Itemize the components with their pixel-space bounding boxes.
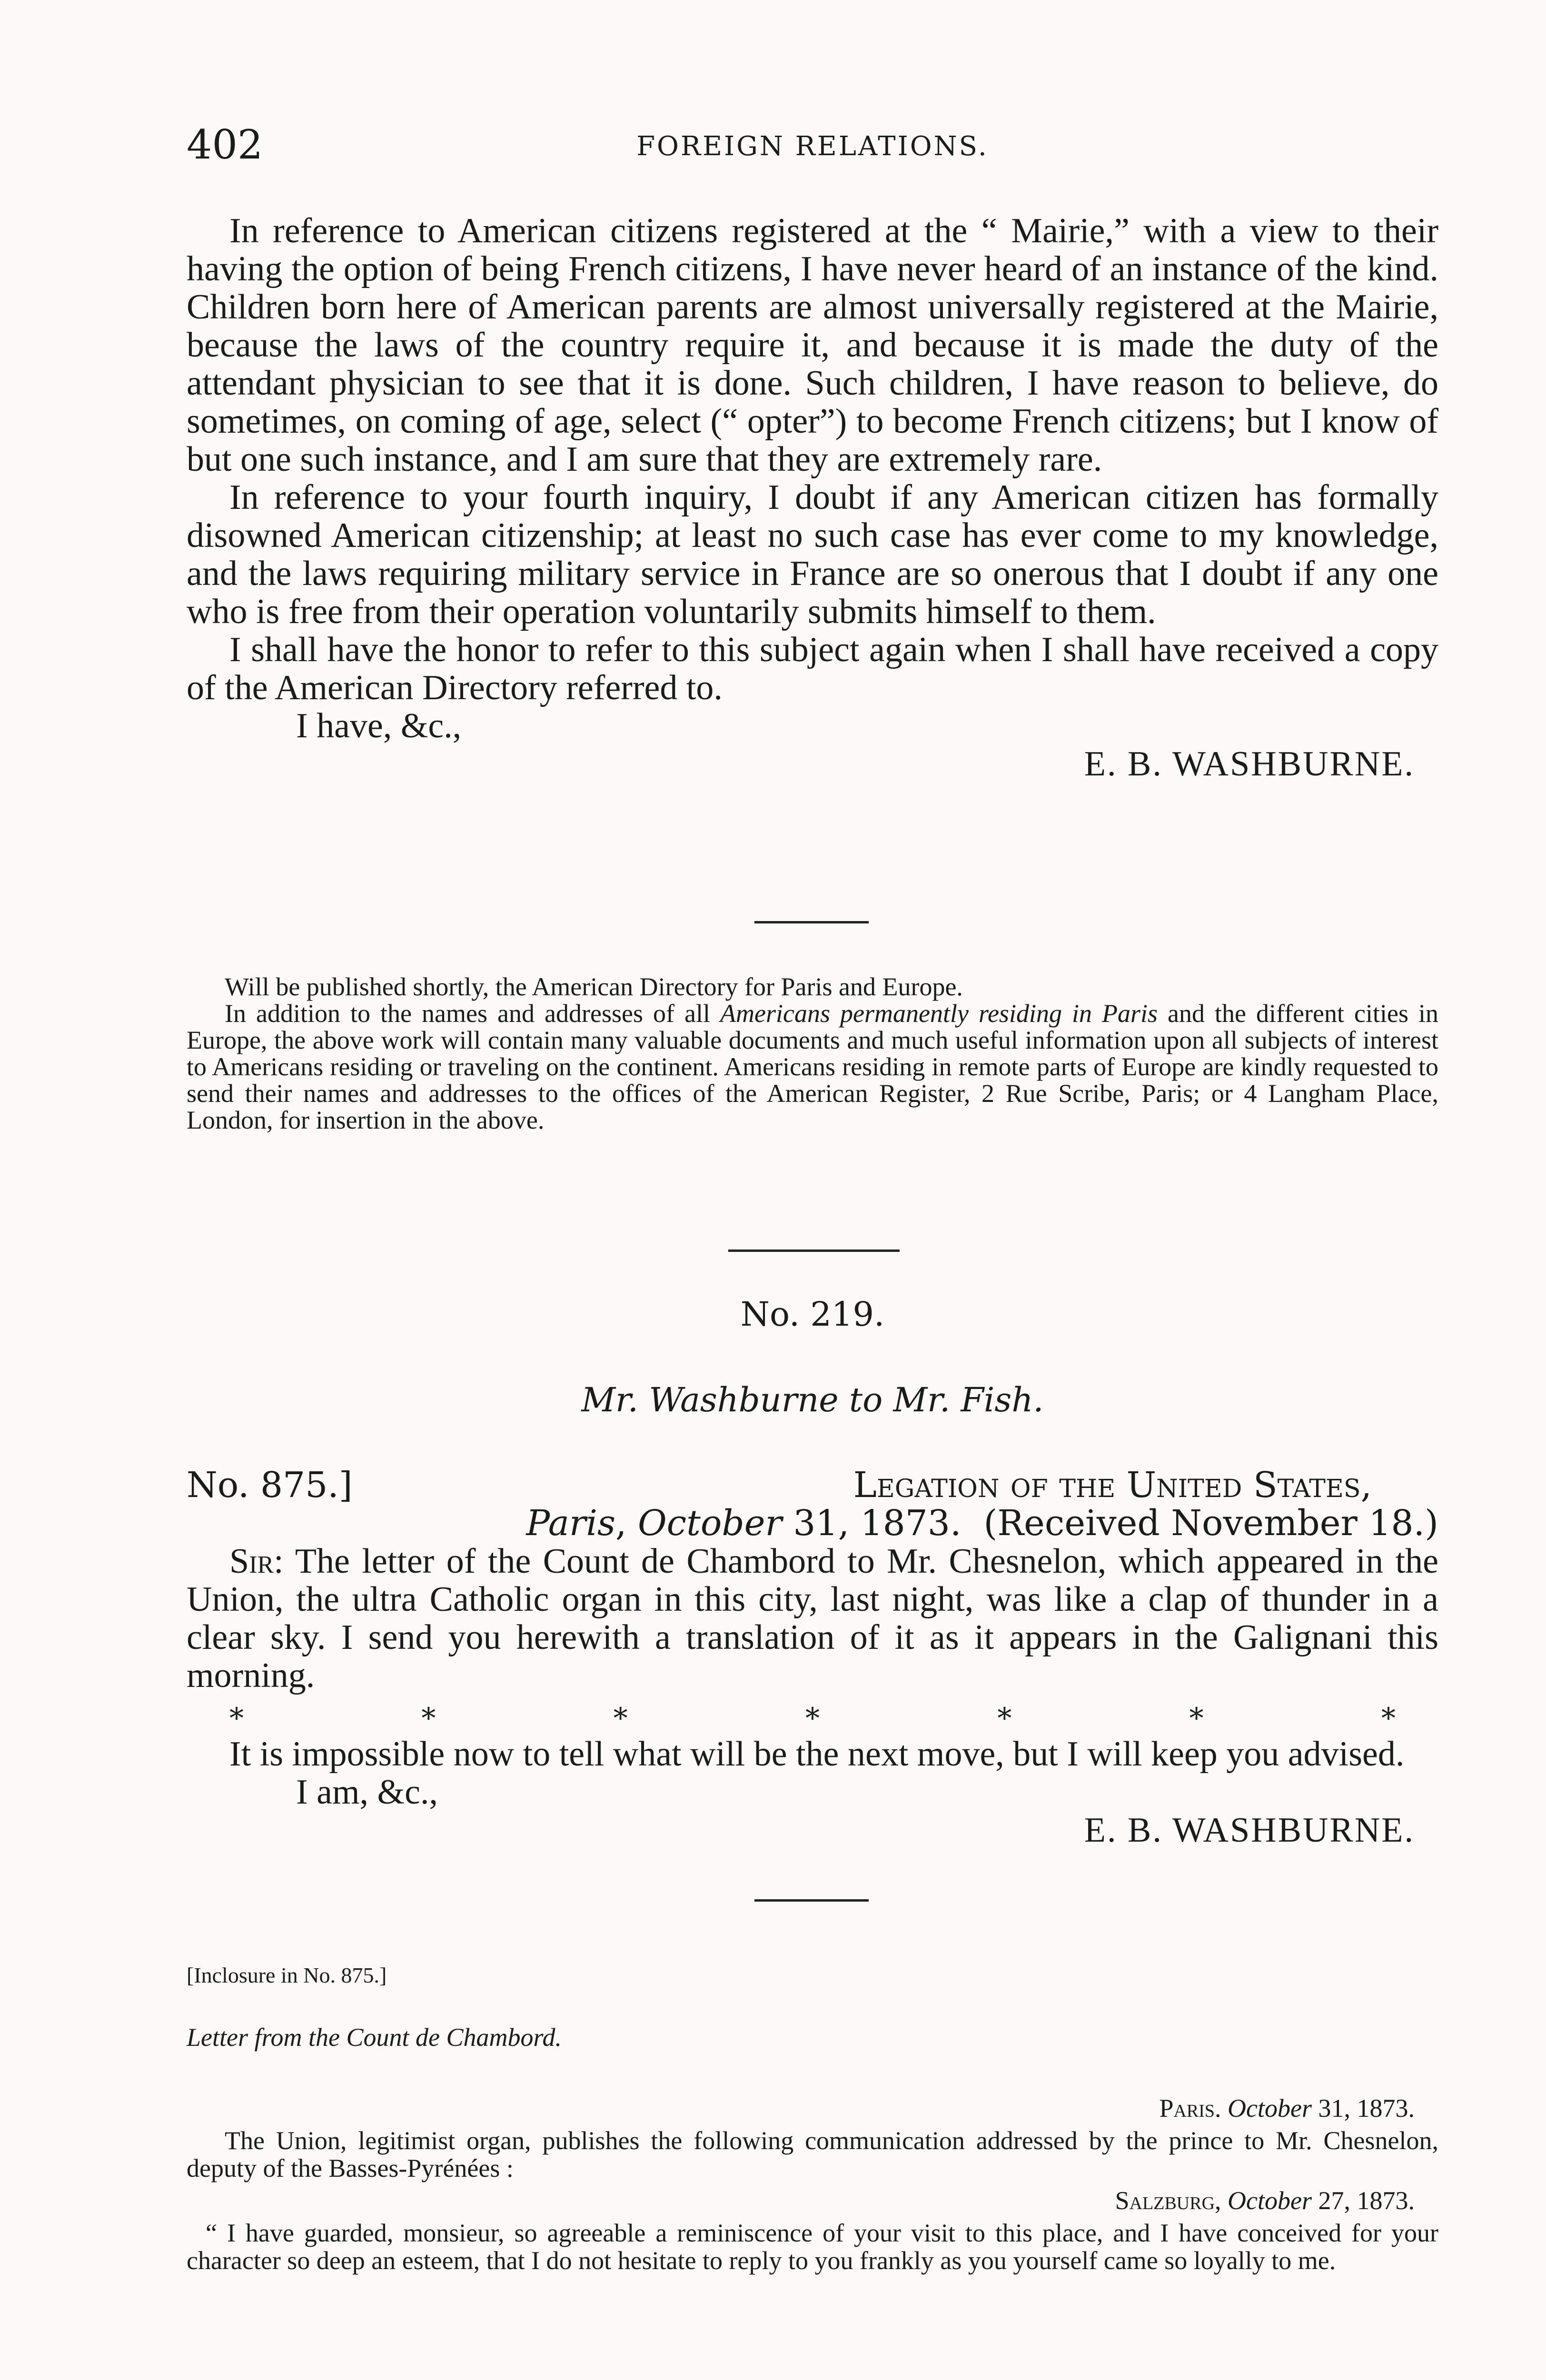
- dateline-rest: 31, 1873.: [782, 1503, 961, 1544]
- ellipsis-stars: [187, 1702, 1438, 1735]
- star: *: [805, 1702, 820, 1735]
- advert-text-after: and the different cities in Europe, the above work will contain many valuable documents and much useful information upon all subjects of interest to Americans residing or traveling on the continent. Americans residing in remote parts of Europe are kindly requested to send their names and addresses to the offices of the American Register, 2 Rue Scribe, Paris; or 4 Langham Place, London, for insertion in the above.: [187, 999, 1438, 1134]
- dateline-month: October: [1228, 2094, 1312, 2122]
- letter1-paragraph: In reference to your fourth inquiry, I doubt if any American citizen has formally disowned American citizenship; at least no such case has ever come to my knowledge, and the laws requiring military service in France are so onerous that I doubt if any one who is free from their operation voluntarily submits himself to them.: [187, 478, 1438, 631]
- inclosure-title: Letter from the Count de Chambord.: [187, 2023, 562, 2052]
- dispatch-line: [187, 1466, 1438, 1504]
- section-rule: [754, 921, 869, 923]
- letter1-paragraph: I shall have the honor to refer to this subject again when I shall have received a copy of the American Directory referred to.: [187, 630, 1438, 707]
- dateline-month: October: [637, 1503, 782, 1544]
- star: *: [229, 1702, 244, 1735]
- page-header: [187, 121, 1438, 174]
- inclosure-quote: “ I have guarded, monsieur, so agreeable a reminiscence of your visit to this place, and I have conceived for your character so deep an esteem, that I do not hesitate to reply to you frankly as you yourself came so loyally to me.: [187, 2219, 1438, 2275]
- section-rule: [754, 1899, 869, 1902]
- document-number: No. 219.: [740, 1295, 885, 1334]
- star: *: [421, 1702, 436, 1735]
- advert-first-line: Will be published shortly, the American Directory for Paris and Europe.: [225, 972, 963, 1001]
- inclosure-dateline-paris: [187, 2094, 1438, 2122]
- star: *: [613, 1702, 628, 1735]
- dateline-rest: 27, 1873.: [1312, 2186, 1415, 2215]
- letter1-complimentary-close: I have, &c.,: [296, 706, 462, 745]
- page-number: 402: [187, 121, 263, 168]
- letter1-body: [187, 212, 1438, 783]
- letter1-paragraph: In reference to American citizens registered at the “ Mairie,” with a view to their having the option of being French citizens, I have never heard of an instance of the kind. Children born here of American parents are almost universally registered at the Mairie, because the laws of the country require it, and because it is made the duty of the attendant physician to see that it is done. Such children, I have reason to believe, do sometimes, on coming of age, select (“ opter”) to become French citizens; but I know of but one such instance, and I am sure that they are extremely rare.: [187, 211, 1438, 479]
- section-divider: [728, 1250, 900, 1252]
- letter2-complimentary-close: I am, &c.,: [296, 1773, 438, 1812]
- inclosure: [187, 1961, 1438, 2274]
- document-subtitle: Mr. Washburne to Mr. Fish.: [581, 1380, 1044, 1419]
- letter2-paragraph: [187, 1542, 1438, 1695]
- inclosure-intro: The Union, legitimist organ, publishes the following communication addressed by the prince to Mr. Chesnelon, deputy of the Basses-Pyrénées :: [187, 2126, 1438, 2182]
- salutation: Sir: [229, 1542, 274, 1581]
- dateline-place: Paris.: [1159, 2094, 1221, 2122]
- dateline: Paris, October 31, 1873. (Received November 18.): [526, 1503, 1438, 1544]
- inclosure-dateline-salzburg: [187, 2187, 1438, 2214]
- star: *: [1189, 1702, 1204, 1735]
- letter2-body: [187, 1466, 1438, 1695]
- dateline-place: Salzburg,: [1115, 2186, 1221, 2215]
- star: *: [1381, 1702, 1396, 1735]
- advert-text-before: In addition to the names and addresses of all: [225, 999, 721, 1028]
- dateline-place: Paris: [526, 1503, 615, 1544]
- dateline-rest: 31, 1873.: [1312, 2094, 1415, 2122]
- legation-heading: Legation of the United States,: [853, 1465, 1372, 1506]
- letter2-closing: [187, 1735, 1438, 1849]
- star: *: [997, 1702, 1012, 1735]
- letter2-paragraph: It is impossible now to tell what will be the next move, but I will keep you advised.: [229, 1735, 1405, 1774]
- letter2-paragraph-text: : The letter of the Count de Chambord to Mr. Chesnelon, which appeared in the Union, the ultra Catholic organ in this city, last night, was like a clap of thunder in a clear sky. I send you herewith a translation of it as it appears in the Galignani this morning.: [187, 1542, 1438, 1695]
- received-note: (Received November 18.): [983, 1503, 1438, 1544]
- advert-paragraph: [187, 1000, 1438, 1133]
- advert-italic-phrase: Americans permanently residing in Paris: [720, 999, 1158, 1028]
- advertisement-notice: [187, 973, 1438, 1133]
- letter1-signature: E. B. WASHBURNE.: [1084, 744, 1415, 783]
- dateline-month: October: [1228, 2186, 1312, 2215]
- letter2-signature: E. B. WASHBURNE.: [1084, 1811, 1415, 1850]
- dispatch-number: No. 875.]: [187, 1465, 353, 1506]
- inclosure-label: [Inclosure in No. 875.]: [187, 1963, 387, 1987]
- running-title: FOREIGN RELATIONS.: [636, 131, 989, 162]
